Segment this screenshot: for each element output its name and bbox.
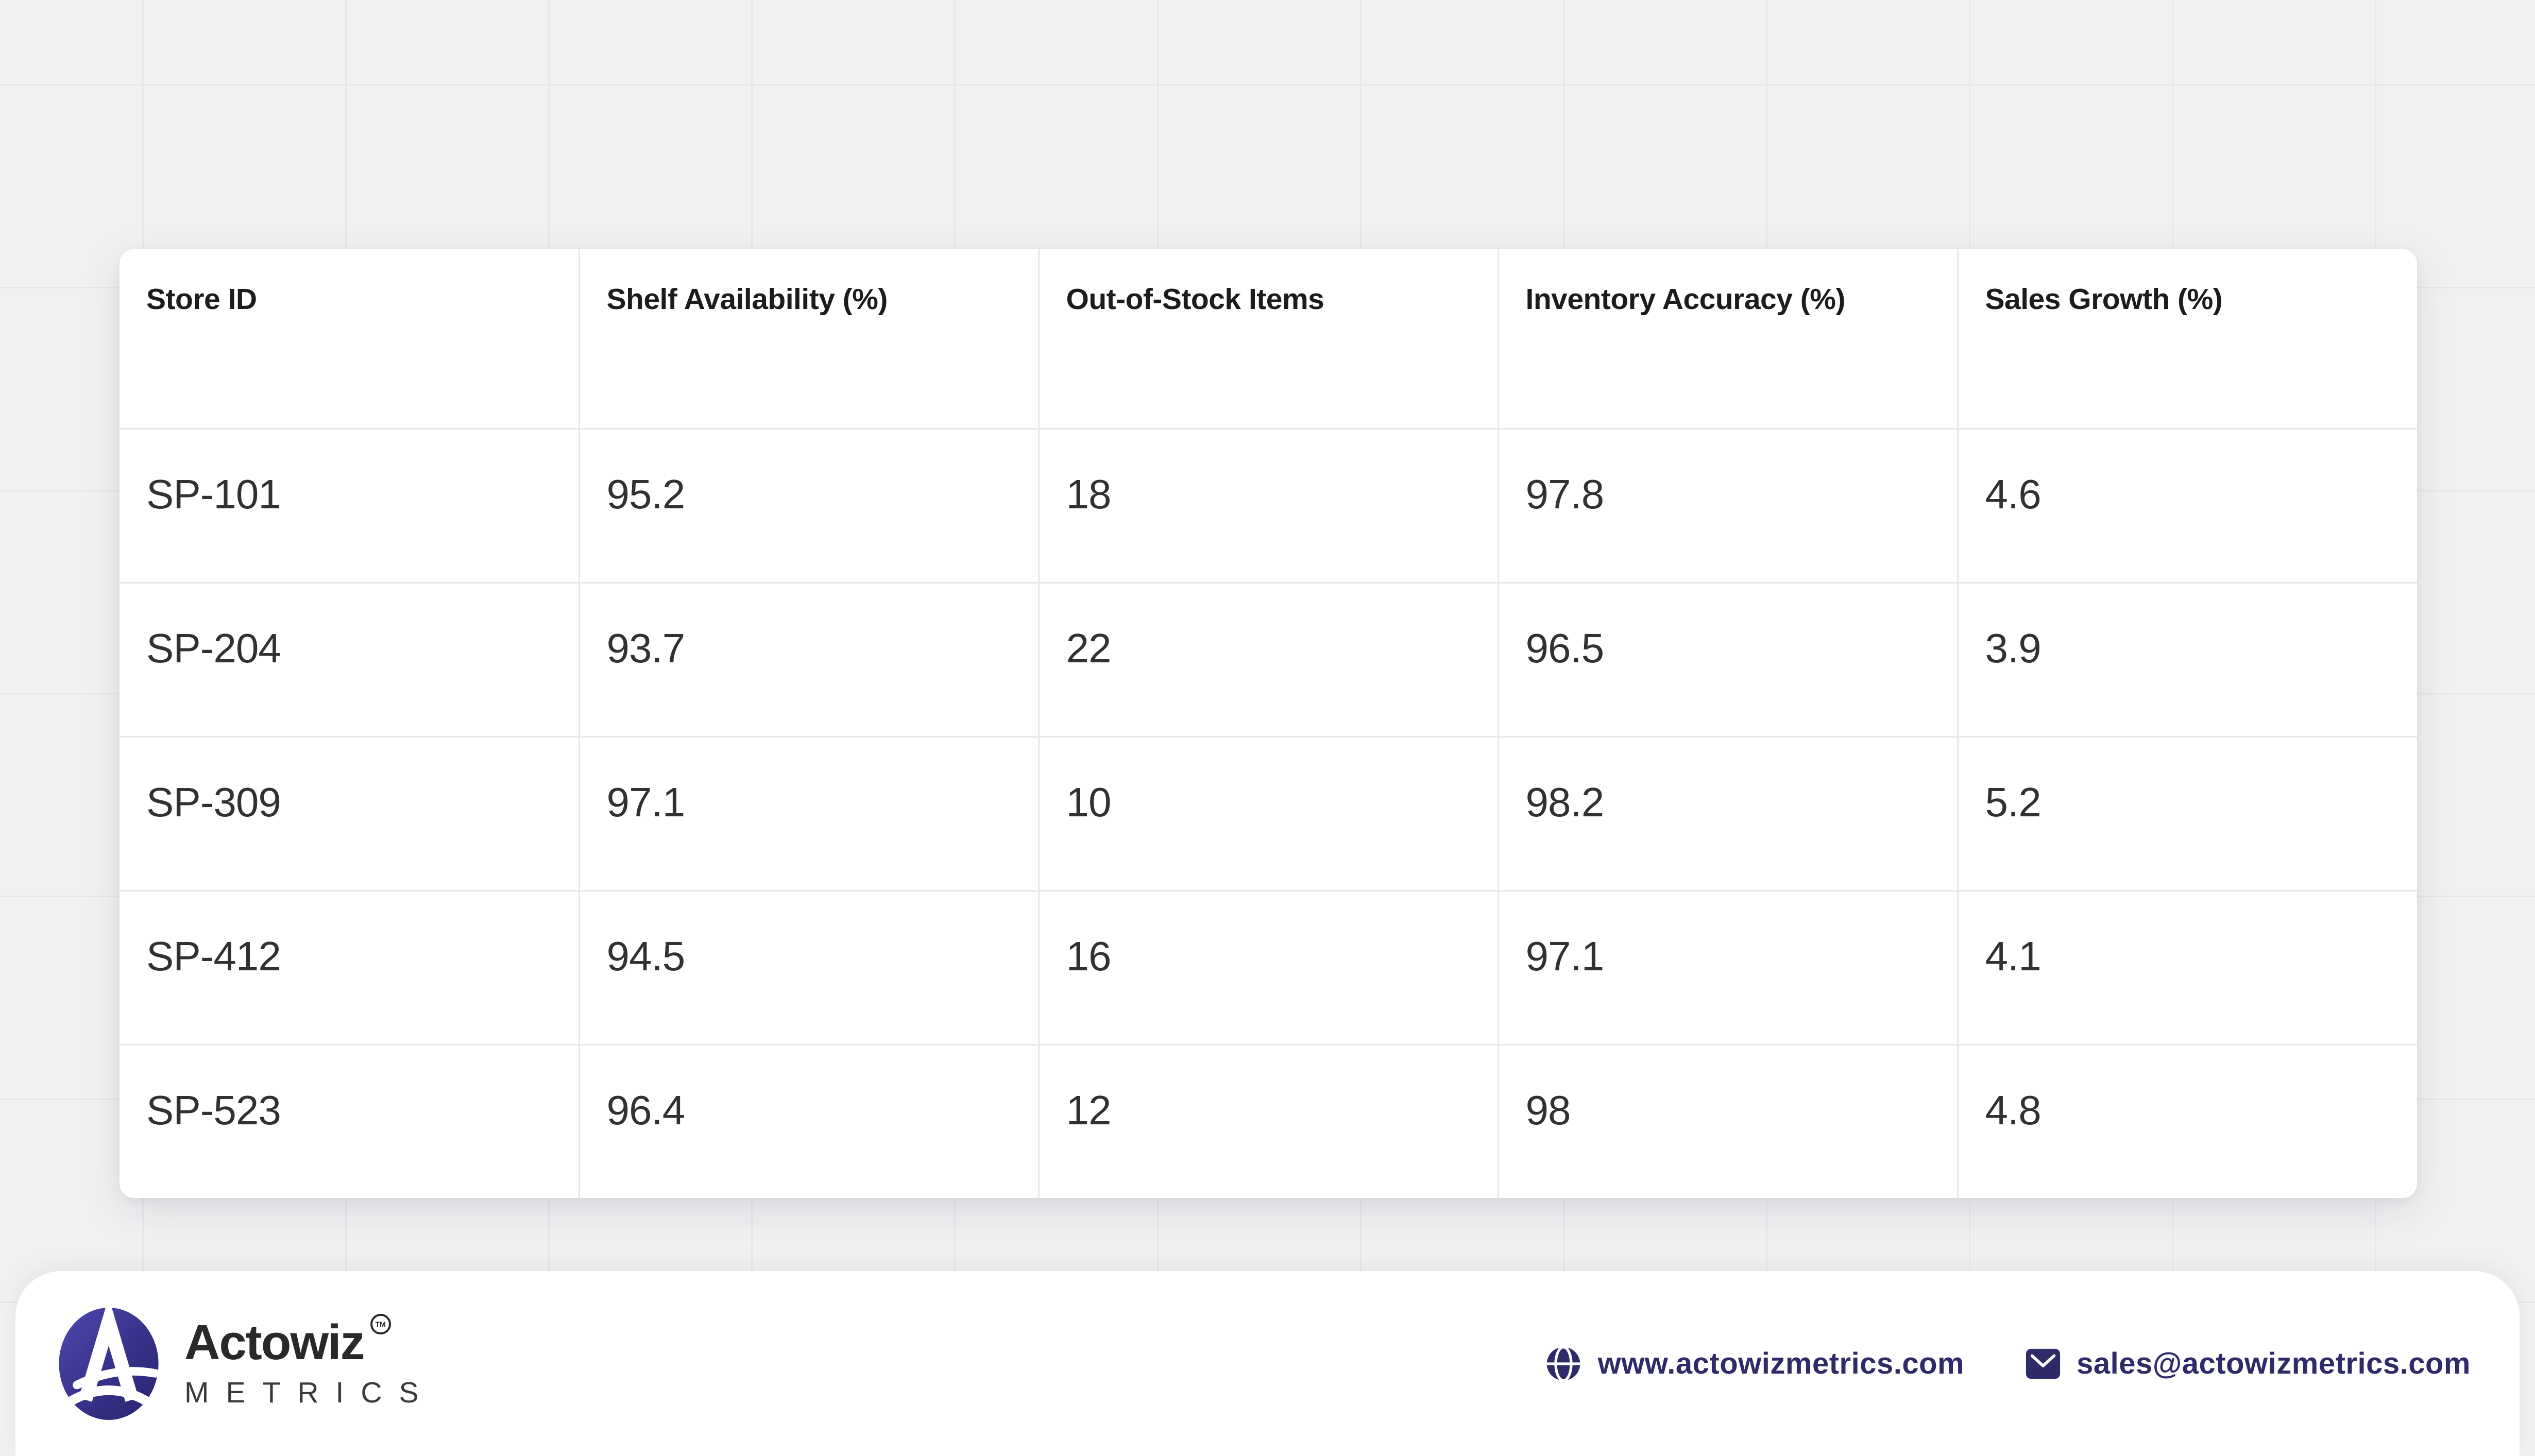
- column-header-out-of-stock: Out-of-Stock Items: [1039, 249, 1498, 429]
- column-header-shelf-availability: Shelf Availability (%): [579, 249, 1039, 429]
- cell-shelf-availability: 97.1: [579, 736, 1039, 890]
- cell-store-id: SP-204: [120, 583, 579, 736]
- table-row: [120, 429, 2417, 583]
- table-header-row: [120, 249, 2417, 429]
- cell-shelf-availability: 94.5: [579, 890, 1039, 1044]
- website-link[interactable]: [1544, 1345, 1965, 1383]
- cell-inventory-accuracy: 98.2: [1498, 736, 1958, 890]
- cell-shelf-availability: 95.2: [579, 429, 1039, 583]
- footer-links: [1544, 1345, 2471, 1383]
- email-icon: [2025, 1347, 2061, 1380]
- brand-text: [184, 1314, 436, 1410]
- cell-inventory-accuracy: 97.1: [1498, 890, 1958, 1044]
- store-metrics-table-card: [120, 249, 2417, 1198]
- trademark-badge: [370, 1314, 391, 1334]
- cell-inventory-accuracy: 96.5: [1498, 583, 1958, 736]
- website-link-label: www.actowizmetrics.com: [1597, 1347, 1965, 1380]
- footer-bar: [15, 1271, 2520, 1456]
- cell-out-of-stock: 22: [1039, 583, 1498, 736]
- cell-sales-growth: 4.6: [1958, 429, 2417, 583]
- brand-logo: [56, 1307, 436, 1421]
- cell-sales-growth: 3.9: [1958, 583, 2417, 736]
- cell-store-id: SP-523: [120, 1044, 579, 1198]
- email-link[interactable]: [2025, 1346, 2471, 1381]
- email-link-label: sales@actowizmetrics.com: [2077, 1347, 2471, 1380]
- cell-sales-growth: 5.2: [1958, 736, 2417, 890]
- actowiz-logo-icon: [56, 1307, 162, 1421]
- cell-sales-growth: 4.1: [1958, 890, 2417, 1044]
- column-header-store-id: Store ID: [146, 283, 257, 316]
- globe-icon: [1544, 1345, 1583, 1383]
- cell-out-of-stock: 16: [1039, 890, 1498, 1044]
- table-row: [120, 583, 2417, 736]
- cell-store-id: SP-101: [120, 429, 579, 583]
- table-row: [120, 736, 2417, 890]
- cell-out-of-stock: 12: [1039, 1044, 1498, 1198]
- column-header-sales-growth: Sales Growth (%): [1958, 249, 2417, 429]
- column-header-inventory-accuracy: Inventory Accuracy (%): [1498, 249, 1958, 429]
- cell-sales-growth: 4.8: [1958, 1044, 2417, 1198]
- trademark-label: TM: [375, 1320, 386, 1328]
- cell-out-of-stock: 10: [1039, 736, 1498, 890]
- cell-shelf-availability: 96.4: [579, 1044, 1039, 1198]
- cell-inventory-accuracy: 98: [1498, 1044, 1958, 1198]
- cell-shelf-availability: 93.7: [579, 583, 1039, 736]
- store-metrics-table: [120, 249, 2417, 1198]
- cell-store-id: SP-412: [120, 890, 579, 1044]
- cell-inventory-accuracy: 97.8: [1498, 429, 1958, 583]
- cell-store-id: SP-309: [120, 736, 579, 890]
- table-row: [120, 890, 2417, 1044]
- brand-name: Actowiz: [184, 1314, 364, 1370]
- table-row: [120, 1044, 2417, 1198]
- brand-subtitle: METRICS: [184, 1376, 436, 1409]
- cell-out-of-stock: 18: [1039, 429, 1498, 583]
